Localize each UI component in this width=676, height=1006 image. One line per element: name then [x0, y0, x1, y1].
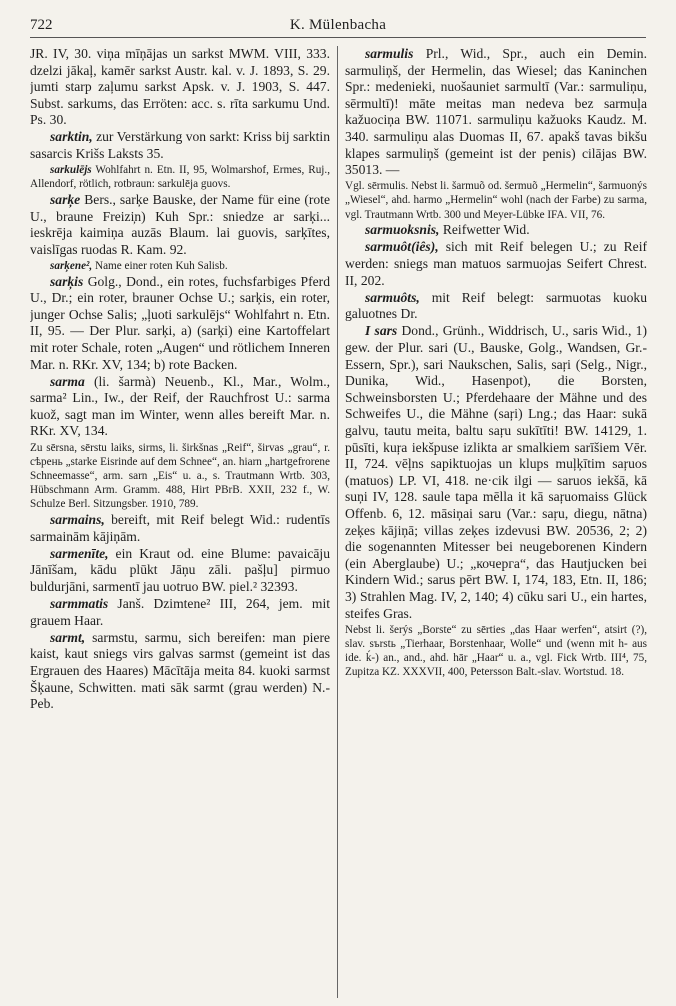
entry-text: bereift, mit Reif belegt Wid.: rudentīs sarmainām kājiņām.: [30, 512, 330, 544]
entry-headword: I sars: [365, 323, 398, 339]
entry-text: Name einer roten Kuh Salisb.: [92, 259, 228, 272]
entry-text: Prl., Wid., Spr., auch ein Demin. sarmuliņš, der Hermelin, das Wiesel; das Kaninchen Spr.: medenieki, nuošauniet sarmultī (Var.: sarmuliņu, sērmultī)! māte meitas man nedeva bez sarmuļa kažuociņa BW. 11071. sarmuliņu kažuoks Kaudz. M. 340. sarmuliņu alas Duomas II, 67. apakš tavas bikšu klapes sarmuliņš (gemeint ist der penis) cilājas BW. 35013. —: [345, 46, 647, 178]
entry-headword: sarmmatis: [50, 596, 109, 612]
entry-text: sarmstu, sarmu, sich bereifen: man piere kaist, kaut sniegs virs galvas sarmst (gemeint ist das Ergrauen des Haares) Mācītāja meita 84. kuoki sarmst Šķaune, Schwitten. mati sāk sarmt (grau werden) N.-Peb.: [30, 629, 330, 712]
entry-text: JR. IV, 30. viņa mīņājas un sarkst MWM. VIII, 333. dzelzi jākaļ, kamēr sarkst Austr. kal. v. J. 1893, S. 29. jumti starp zaļumu sarkst Apsk. v. J. 1903, S. 447. Subst. sarkums, das Erröten: acc. s. rīta sarkumu Und. Ps. 30.: [30, 46, 330, 128]
entry-headword: sarķe: [50, 192, 81, 208]
entry-headword: sarmuoksnis,: [365, 222, 440, 238]
entry-text: Zu sērsna, sērstu laiks, sirms, li. širkšnas „Reif“, širvas „grau“, r. сѣрень „starke Eisrinde auf dem Schnee“, an. hiarn „hartgefrorene Schneemasse“, arm. sarn „Eis“ u. a., s. Trautmann Wrtb. 303, Hübschmann Arm. Gramm. 488, Hirt PBrB. XXII, 232 f., W. Schulze Berl. Sitzungsber. 1910, 789.: [30, 441, 330, 511]
dictionary-entry: [30, 441, 330, 512]
entry-headword: sarmenīte,: [50, 545, 109, 561]
dictionary-entry: [30, 192, 330, 258]
entry-text: Janš. Dzimtene² III, 264, jem. mit grauem Haar.: [30, 596, 330, 628]
entry-headword: sarma: [50, 373, 85, 389]
running-title: K. Mülenbacha: [289, 17, 387, 33]
dictionary-entry: [345, 179, 647, 222]
dictionary-entry: [345, 222, 647, 239]
entry-headword: sarmt,: [50, 629, 86, 645]
entry-text: Golg., Dond., ein rotes, fuchsfarbiges Pferd U., Dr.; ein roter, brauner Ochse U.; sarķis, ein roter, junger Ochse Salis; „ļuoti sarkulējs“ Wohlfahrt n. Etn. II, 95. — Der Plur. sarķi, a) (sarķi) eine Kartoffelart mit roter Schale, roten „Augen“ und rötlichem Inneren Mar. n. RKr. XV, 134; b) rote Backen.: [30, 273, 330, 372]
entry-headword: sarmuôt(iês),: [365, 239, 439, 255]
entry-text: Nebst li. šerýs „Borste“ zu sērties „das Haar werfen“, atsirt (?), slav. sъrstь „Tierhaar, Borstenhaar, Wolle“ und (wenn mit h- aus ide. ḱ-) an., and., ahd. hār „Haar“ u. a., vgl. Fick Wrtb. III⁴, 75, Zupitza KZ. XXXVII, 400, Petersson Balt.-slav. Wortstud. 18.: [345, 623, 647, 679]
entry-text: Bers., sarķe Bauske, der Name für eine (rote U., braune Freizi̦n) Kuh Spr.: sniedze ar sarķi... ieskrēja kaimiņa auzās Blaum. lai guovis, sarķītes, vaislīgas ruodas R. Kam. 92.: [30, 192, 330, 257]
dictionary-entry: [30, 546, 330, 596]
dictionary-entry: [30, 129, 330, 162]
running-header: [30, 15, 646, 38]
entry-text: zur Verstärkung von sarkt: Kriss bij sarktin sasarcis Krišs Laksts 35.: [30, 129, 330, 162]
entry-text: Vgl. sērmulis. Nebst li. šarmuõ od. šermuõ „Hermelin“, šarmuonýs „Wiesel“, ahd. harmo „Hermelin“ wohl (nach der Farbe) zu sarma, vgl. Trautmann Wrtb. 300 und Meyer-Lübke IFA. VII, 76.: [345, 180, 647, 221]
dictionary-entry: [30, 630, 330, 713]
dictionary-entry: [345, 623, 647, 680]
entry-headword: sarmains,: [50, 512, 105, 528]
entry-text: ein Kraut od. eine Blume: pavaicāju Jānīšam, kādu plūkt Jāņu zāli. pašļu] pirmuo buldurjāni, sarmentī jau uotruo BW. piel.² 32393.: [30, 545, 330, 594]
dictionary-entry: [345, 239, 647, 289]
entry-headword: sarķene²,: [50, 259, 93, 272]
entry-headword: sarktin,: [50, 129, 93, 145]
entry-text: Wohlfahrt n. Etn. II, 95, Wolmarshof, Ermes, Ruj., Allendorf, rötlich, rotbraun: sarkulēja guovs.: [30, 164, 330, 191]
column-divider: [337, 46, 338, 998]
dictionary-entry: [30, 374, 330, 440]
entry-text: Dond., Grünh., Widdrisch, U., saris Wid., 1) gew. der Plur. sari (U., Bauske, Golg., Wandsen, Gr.-Essern, Spr.), sari Naukschen, Salis, saŗi (Selg., Nigr., Dunika, Wid., Hasenpot), die Borsten, Schweinsborsten U.; Pferdehaare der Mähne und des Schweifes U., die Mähne (saŗi) Lng.; das Haar: sukā galvu, tautu meita, baltu saŗu sukītīti! BW. 14129, 1. pūsīti, kuŗa iekšpuse izlikta ar smalkiem sarīšiem Vēr. II, 724. vēļns sapiktuojas un klups muļķītim saŗuos (matuos) LP. VI, 418. ne·cik ilgi — saruos iekšā, kā suņi IV, 128. saule tapa mēlla it kā saŗuomaiss Glück Offenb. 6, 12. māsiņai saru (Var.: saŗu, diegu, nātna) zeķes kājiņā; villas zeķes izdevusi BW. 20536, 2; 2) die sogenannten Mitesser bei neugeborenen Kindern (ein Aberglaube) U.; „кочерга“, das Hautjucken bei Kindern Wid.; sarus pērt BW. I, 174, 183, Etn. II, 186; 3) Strahlen Mag. IV, 2, 140; 4) cūku sari U., ein hartes, steifes Gras.: [345, 323, 647, 621]
entry-text: mit Reif belegt: sarmuotas kuoku galuotnes Dr.: [345, 289, 647, 322]
entry-text: sich mit Reif belegen U.; zu Reif werden: sniegs man matuos sarmuojas Seifert Chrest. II, 202.: [345, 239, 647, 288]
entry-text: Reifwetter Wid.: [439, 222, 530, 238]
dictionary-entry: [345, 323, 647, 622]
entry-headword: sarmuôts,: [365, 289, 420, 305]
dictionary-entry: [345, 290, 647, 323]
dictionary-entry: [30, 46, 330, 129]
left-column: [30, 46, 330, 998]
entry-headword: sarķis: [50, 273, 84, 289]
entry-headword: sarkulējs: [50, 164, 92, 177]
entry-text: (li. šarmà) Neuenb., Kl., Mar., Wolm., sarma² Lin., Iw., der Reif, der Rauchfrost U.: sarma kuož, sagt man im Winter, wenn alles bereift Mar. n. RKr. XV, 134.: [30, 373, 330, 439]
page-number: 722: [30, 17, 53, 33]
dictionary-entry: [30, 259, 330, 273]
right-column: [345, 46, 647, 998]
dictionary-entry: [30, 512, 330, 545]
entry-headword: sarmulis: [365, 46, 414, 61]
dictionary-entry: [30, 596, 330, 629]
dictionary-entry: [30, 163, 330, 191]
dictionary-entry: [345, 46, 647, 179]
dictionary-entry: [30, 274, 330, 374]
